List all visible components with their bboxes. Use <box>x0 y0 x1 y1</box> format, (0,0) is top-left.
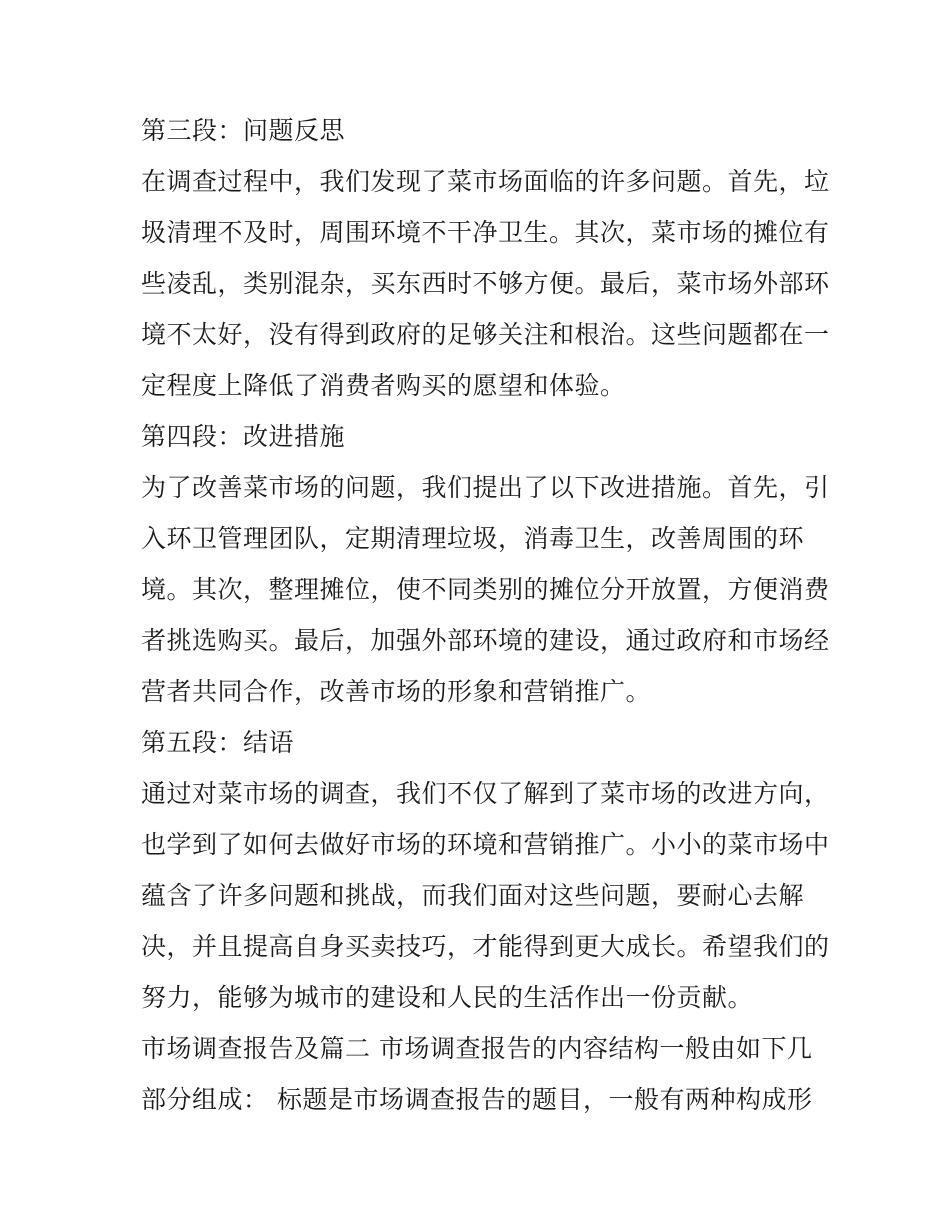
paragraph-line: 通过对菜市场的调查，我们不仅了解到了菜市场的改进方向， <box>141 779 830 808</box>
paragraph-line: 也学到了如何去做好市场的环境和营销推广。小小的菜市场中 <box>141 830 830 859</box>
paragraph-line: 境不太好，没有得到政府的足够关注和根治。这些问题都在一 <box>141 320 830 349</box>
section-problem-reflection <box>141 105 830 411</box>
paragraph-line: 决，并且提高自身买卖技巧，才能得到更大成长。希望我们的 <box>141 932 830 961</box>
section-conclusion <box>141 717 830 1023</box>
paragraph-line: 努力，能够为城市的建设和人民的生活作出一份贡献。 <box>141 983 754 1012</box>
paragraph-line: 蕴含了许多问题和挑战，而我们面对这些问题，要耐心去解 <box>141 881 805 910</box>
section-heading: 第三段：问题反思 <box>141 116 346 145</box>
paragraph-line: 营者共同合作，改善市场的形象和营销推广。 <box>141 677 652 706</box>
paragraph-line: 入环卫管理团队，定期清理垃圾，消毒卫生，改善周围的环 <box>141 524 805 553</box>
paragraph-line: 些凌乱，类别混杂，买东西时不够方便。最后，菜市场外部环 <box>141 269 830 298</box>
paragraph-line: 定程度上降低了消费者购买的愿望和体验。 <box>141 371 626 400</box>
paragraph-line: 境。其次，整理摊位，使不同类别的摊位分开放置，方便消费 <box>141 575 830 604</box>
paragraph-line: 部分组成： 标题是市场调查报告的题目，一般有两种构成形 <box>141 1085 813 1114</box>
trailing-paragraph <box>141 1023 821 1125</box>
paragraph-line: 市场调查报告及篇二 市场调查报告的内容结构一般由如下几 <box>141 1034 813 1063</box>
section-heading: 第四段：改进措施 <box>141 422 346 451</box>
paragraph-line: 为了改善菜市场的问题，我们提出了以下改进措施。首先，引 <box>141 473 830 502</box>
document-body <box>141 105 830 1125</box>
paragraph-line: 者挑选购买。最后，加强外部环境的建设，通过政府和市场经 <box>141 626 830 655</box>
section-heading: 第五段：结语 <box>141 728 295 757</box>
section-improvement-measures <box>141 411 830 717</box>
paragraph-line: 在调查过程中，我们发现了菜市场面临的许多问题。首先，垃 <box>141 167 830 196</box>
paragraph-line: 圾清理不及时，周围环境不干净卫生。其次，菜市场的摊位有 <box>141 218 830 247</box>
